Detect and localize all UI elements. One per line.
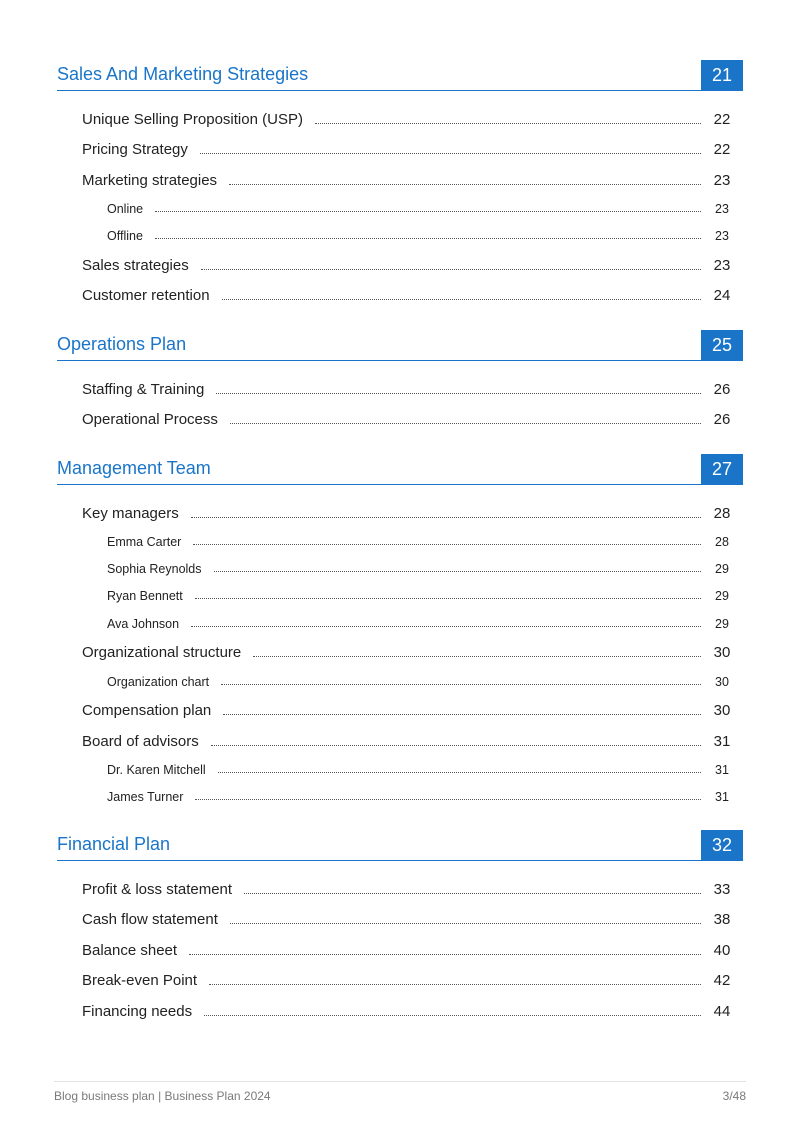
dot-leader xyxy=(222,299,701,300)
dot-leader xyxy=(191,517,701,518)
toc-entry[interactable] xyxy=(57,963,743,994)
toc-entry[interactable] xyxy=(57,902,743,933)
toc-section xyxy=(57,330,743,432)
dot-leader xyxy=(229,184,701,185)
toc-subentry[interactable] xyxy=(57,607,743,634)
toc-entry[interactable] xyxy=(57,101,743,132)
dot-leader xyxy=(204,1015,701,1016)
dot-leader xyxy=(155,211,701,212)
dot-leader xyxy=(244,893,701,894)
entry-page-number: 30 xyxy=(713,702,731,720)
entry-label: Financing needs xyxy=(82,1002,193,1020)
entry-label: Customer retention xyxy=(82,287,210,305)
dot-leader xyxy=(195,598,701,599)
toc-subentry[interactable] xyxy=(57,580,743,607)
entry-page-number: 31 xyxy=(715,762,729,777)
entry-page-number: 26 xyxy=(713,380,731,398)
page-footer xyxy=(54,1081,746,1103)
entry-label: Staffing & Training xyxy=(82,380,205,398)
entry-page-number: 40 xyxy=(713,941,731,959)
entry-page-number: 26 xyxy=(713,411,731,429)
entry-label: Dr. Karen Mitchell xyxy=(107,762,206,777)
dot-leader xyxy=(230,423,701,424)
toc-entry[interactable] xyxy=(57,871,743,902)
dot-leader xyxy=(253,656,701,657)
dot-leader xyxy=(200,153,701,154)
toc-subentry[interactable] xyxy=(57,754,743,781)
entry-page-number: 28 xyxy=(715,534,729,549)
dot-leader xyxy=(218,772,701,773)
dot-leader xyxy=(221,684,701,685)
toc-section-heading[interactable] xyxy=(57,830,743,861)
entry-label: Offline xyxy=(107,229,143,244)
entry-page-number: 38 xyxy=(713,911,731,929)
toc-entry[interactable] xyxy=(57,993,743,1024)
entry-label: Sales strategies xyxy=(82,256,189,274)
entry-page-number: 31 xyxy=(713,732,731,750)
toc-entry[interactable] xyxy=(57,278,743,309)
toc-subentry[interactable] xyxy=(57,665,743,692)
entry-label: Board of advisors xyxy=(82,732,199,750)
entry-label: Organization chart xyxy=(107,674,210,689)
entry-page-number: 23 xyxy=(715,229,729,244)
dot-leader xyxy=(209,984,701,985)
entry-page-number: 22 xyxy=(713,110,731,128)
dot-leader xyxy=(315,123,701,124)
dot-leader xyxy=(155,238,701,239)
section-page-badge: 32 xyxy=(701,830,743,860)
section-title: Financial Plan xyxy=(57,834,171,855)
entry-page-number: 29 xyxy=(715,616,729,631)
section-title: Sales And Marketing Strategies xyxy=(57,64,309,84)
entry-label: Key managers xyxy=(82,504,179,522)
table-of-contents xyxy=(57,60,743,1046)
entry-page-number: 22 xyxy=(713,141,731,158)
entry-label: Operational Process xyxy=(82,411,218,429)
footer-page-number: 3/48 xyxy=(722,1089,746,1103)
toc-subentry[interactable] xyxy=(57,553,743,580)
entry-page-number: 31 xyxy=(715,790,729,805)
toc-entry[interactable] xyxy=(57,723,743,754)
entry-label: Pricing Strategy xyxy=(82,141,188,158)
entry-label: Cash flow statement xyxy=(82,911,218,929)
entry-label: Organizational structure xyxy=(82,644,242,662)
entry-label: Sophia Reynolds xyxy=(107,562,202,577)
toc-entry[interactable] xyxy=(57,247,743,278)
entry-label: Ryan Bennett xyxy=(107,589,183,604)
entry-page-number: 23 xyxy=(715,201,729,216)
toc-entry[interactable] xyxy=(57,402,743,433)
dot-leader xyxy=(223,714,701,715)
entry-label: Online xyxy=(107,201,144,216)
entry-label: Ava Johnson xyxy=(107,616,180,631)
entry-label: Profit & loss statement xyxy=(82,880,233,898)
toc-entry[interactable] xyxy=(57,132,743,163)
entry-label: Compensation plan xyxy=(82,702,212,720)
toc-section-heading[interactable] xyxy=(57,330,743,361)
entry-page-number: 33 xyxy=(713,880,731,898)
section-page-badge: 25 xyxy=(701,330,743,360)
toc-entry[interactable] xyxy=(57,162,743,193)
toc-entry[interactable] xyxy=(57,932,743,963)
toc-section-heading[interactable] xyxy=(57,454,743,485)
entry-page-number: 29 xyxy=(715,589,729,604)
toc-entry[interactable] xyxy=(57,635,743,666)
entry-label: Balance sheet xyxy=(82,941,178,959)
section-page-badge: 21 xyxy=(701,60,743,90)
dot-leader xyxy=(230,923,701,924)
dot-leader xyxy=(211,745,701,746)
toc-section xyxy=(57,454,743,808)
entry-page-number: 24 xyxy=(713,287,731,305)
dot-leader xyxy=(214,571,701,572)
toc-section xyxy=(57,60,743,308)
entry-label: Emma Carter xyxy=(107,534,182,549)
entry-page-number: 23 xyxy=(713,171,731,189)
entry-label: Unique Selling Proposition (USP) xyxy=(82,110,303,128)
toc-subentry[interactable] xyxy=(57,220,743,247)
entry-label: Marketing strategies xyxy=(82,171,218,189)
entry-page-number: 28 xyxy=(713,504,731,522)
section-title: Operations Plan xyxy=(57,334,187,355)
toc-subentry[interactable] xyxy=(57,781,743,808)
toc-section xyxy=(57,830,743,1024)
dot-leader xyxy=(195,799,701,800)
entry-page-number: 30 xyxy=(715,674,729,689)
toc-subentry[interactable] xyxy=(57,526,743,553)
section-page-badge: 27 xyxy=(701,454,743,484)
entry-page-number: 30 xyxy=(713,644,731,662)
toc-section-heading[interactable] xyxy=(57,60,743,91)
entry-page-number: 42 xyxy=(713,972,731,990)
entry-page-number: 44 xyxy=(713,1002,731,1020)
entry-page-number: 29 xyxy=(715,562,729,577)
entry-page-number: 23 xyxy=(713,256,731,274)
dot-leader xyxy=(191,626,701,627)
entry-label: Break-even Point xyxy=(82,972,198,990)
dot-leader xyxy=(201,269,701,270)
toc-entry[interactable] xyxy=(57,371,743,402)
toc-entry[interactable] xyxy=(57,693,743,724)
entry-label: James Turner xyxy=(107,790,184,805)
dot-leader xyxy=(189,954,701,955)
toc-entry[interactable] xyxy=(57,495,743,526)
dot-leader xyxy=(193,544,701,545)
section-title: Management Team xyxy=(57,458,211,479)
dot-leader xyxy=(216,393,701,394)
toc-subentry[interactable] xyxy=(57,193,743,220)
footer-document-title: Blog business plan | Business Plan 2024 xyxy=(54,1089,271,1103)
